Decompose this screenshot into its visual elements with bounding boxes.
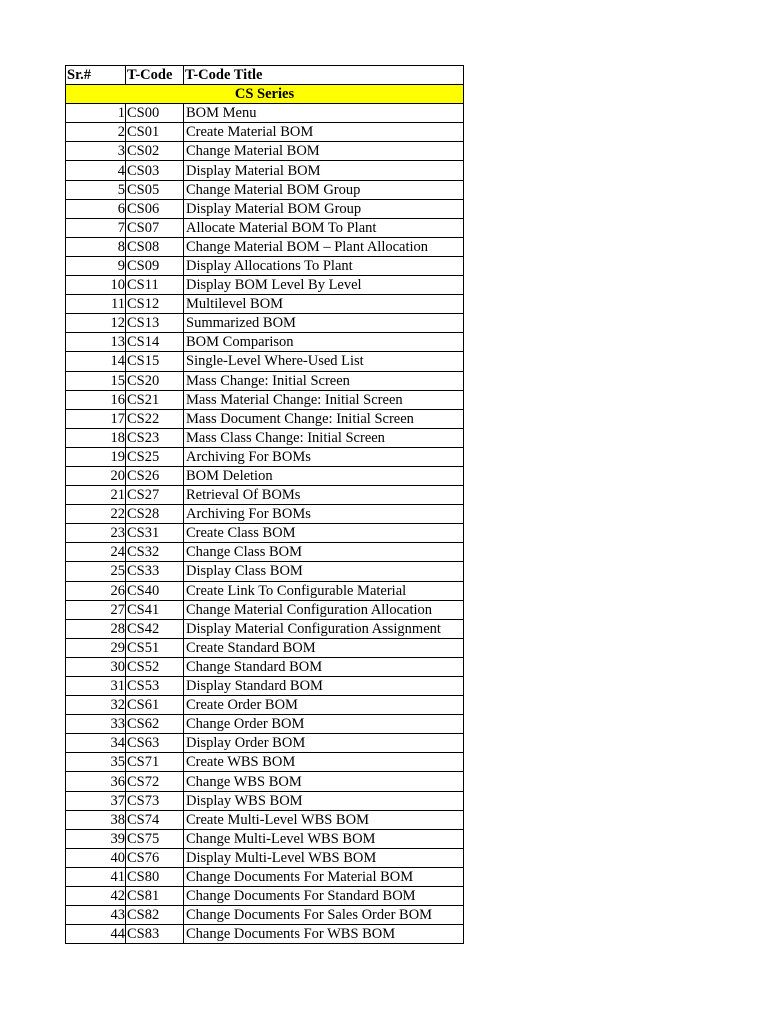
- row-tcode: CS03: [126, 161, 184, 180]
- row-tcode: CS08: [126, 237, 184, 256]
- table-row: [66, 772, 464, 791]
- table-row: [66, 600, 464, 619]
- row-tcode: CS25: [126, 447, 184, 466]
- table-row: [66, 142, 464, 161]
- row-sr-number: 5: [66, 180, 126, 199]
- row-tcode-title: Display Order BOM: [184, 734, 464, 753]
- row-sr-number: 26: [66, 581, 126, 600]
- row-sr-number: 15: [66, 371, 126, 390]
- row-sr-number: 32: [66, 696, 126, 715]
- row-tcode-title: Retrieval Of BOMs: [184, 486, 464, 505]
- row-tcode: CS40: [126, 581, 184, 600]
- row-tcode-title: Mass Change: Initial Screen: [184, 371, 464, 390]
- row-tcode: CS21: [126, 390, 184, 409]
- table-row: [66, 256, 464, 275]
- row-sr-number: 42: [66, 887, 126, 906]
- table-row: [66, 314, 464, 333]
- table-row: [66, 199, 464, 218]
- row-tcode-title: Mass Material Change: Initial Screen: [184, 390, 464, 409]
- row-tcode-title: Display Class BOM: [184, 562, 464, 581]
- row-tcode: CS75: [126, 829, 184, 848]
- row-tcode-title: Display Multi-Level WBS BOM: [184, 848, 464, 867]
- row-sr-number: 36: [66, 772, 126, 791]
- table-row: [66, 581, 464, 600]
- table-row: [66, 524, 464, 543]
- row-tcode: CS41: [126, 600, 184, 619]
- row-tcode-title: Create Order BOM: [184, 696, 464, 715]
- table-row: [66, 295, 464, 314]
- row-tcode: CS01: [126, 123, 184, 142]
- row-tcode-title: Archiving For BOMs: [184, 505, 464, 524]
- row-tcode-title: Display Material BOM: [184, 161, 464, 180]
- table-row: [66, 848, 464, 867]
- row-tcode: CS07: [126, 218, 184, 237]
- row-tcode-title: Display BOM Level By Level: [184, 276, 464, 295]
- row-sr-number: 38: [66, 810, 126, 829]
- header-tcode: T-Code: [126, 66, 184, 85]
- table-row: [66, 466, 464, 485]
- row-tcode: CS74: [126, 810, 184, 829]
- row-tcode-title: Summarized BOM: [184, 314, 464, 333]
- table-row: [66, 925, 464, 944]
- row-tcode-title: Display Allocations To Plant: [184, 256, 464, 275]
- row-tcode: CS71: [126, 753, 184, 772]
- row-tcode-title: Display Material BOM Group: [184, 199, 464, 218]
- row-tcode-title: Change Order BOM: [184, 715, 464, 734]
- row-tcode: CS23: [126, 428, 184, 447]
- row-tcode: CS32: [126, 543, 184, 562]
- row-tcode-title: Create Material BOM: [184, 123, 464, 142]
- table-row: [66, 543, 464, 562]
- table-row: [66, 352, 464, 371]
- row-tcode-title: Mass Class Change: Initial Screen: [184, 428, 464, 447]
- row-tcode: CS14: [126, 333, 184, 352]
- table-row: [66, 619, 464, 638]
- row-tcode-title: Change WBS BOM: [184, 772, 464, 791]
- row-tcode-title: Archiving For BOMs: [184, 447, 464, 466]
- section-row: [66, 85, 464, 104]
- row-tcode-title: Create Standard BOM: [184, 638, 464, 657]
- row-tcode-title: Change Multi-Level WBS BOM: [184, 829, 464, 848]
- table-row: [66, 887, 464, 906]
- row-tcode: CS52: [126, 657, 184, 676]
- table-row: [66, 638, 464, 657]
- table-row: [66, 810, 464, 829]
- row-sr-number: 23: [66, 524, 126, 543]
- row-tcode-title: Create Multi-Level WBS BOM: [184, 810, 464, 829]
- row-tcode-title: Change Material Configuration Allocation: [184, 600, 464, 619]
- row-tcode-title: Single-Level Where-Used List: [184, 352, 464, 371]
- row-tcode: CS05: [126, 180, 184, 199]
- row-sr-number: 41: [66, 867, 126, 886]
- row-sr-number: 13: [66, 333, 126, 352]
- table-row: [66, 657, 464, 676]
- table-row: [66, 829, 464, 848]
- table-row: [66, 409, 464, 428]
- row-sr-number: 18: [66, 428, 126, 447]
- row-sr-number: 30: [66, 657, 126, 676]
- row-tcode-title: Allocate Material BOM To Plant: [184, 218, 464, 237]
- row-tcode: CS31: [126, 524, 184, 543]
- row-sr-number: 28: [66, 619, 126, 638]
- row-tcode: CS81: [126, 887, 184, 906]
- row-sr-number: 14: [66, 352, 126, 371]
- row-tcode: CS73: [126, 791, 184, 810]
- row-sr-number: 17: [66, 409, 126, 428]
- row-tcode-title: Change Standard BOM: [184, 657, 464, 676]
- row-sr-number: 34: [66, 734, 126, 753]
- table-row: [66, 333, 464, 352]
- row-tcode: CS20: [126, 371, 184, 390]
- row-tcode: CS11: [126, 276, 184, 295]
- row-tcode-title: Change Documents For Material BOM: [184, 867, 464, 886]
- row-tcode-title: Create WBS BOM: [184, 753, 464, 772]
- row-tcode: CS33: [126, 562, 184, 581]
- table-row: [66, 753, 464, 772]
- row-sr-number: 9: [66, 256, 126, 275]
- row-tcode: CS26: [126, 466, 184, 485]
- table-row: [66, 696, 464, 715]
- tcode-table: [65, 65, 464, 944]
- row-sr-number: 20: [66, 466, 126, 485]
- row-tcode-title: Mass Document Change: Initial Screen: [184, 409, 464, 428]
- row-tcode: CS06: [126, 199, 184, 218]
- row-tcode-title: Change Material BOM – Plant Allocation: [184, 237, 464, 256]
- row-sr-number: 12: [66, 314, 126, 333]
- row-tcode: CS80: [126, 867, 184, 886]
- row-tcode-title: Change Documents For WBS BOM: [184, 925, 464, 944]
- row-sr-number: 29: [66, 638, 126, 657]
- row-tcode: CS27: [126, 486, 184, 505]
- row-tcode-title: Display Standard BOM: [184, 677, 464, 696]
- row-tcode: CS28: [126, 505, 184, 524]
- row-sr-number: 24: [66, 543, 126, 562]
- row-sr-number: 7: [66, 218, 126, 237]
- row-sr-number: 43: [66, 906, 126, 925]
- row-sr-number: 10: [66, 276, 126, 295]
- row-tcode: CS83: [126, 925, 184, 944]
- row-sr-number: 39: [66, 829, 126, 848]
- table-row: [66, 161, 464, 180]
- row-sr-number: 16: [66, 390, 126, 409]
- table-row: [66, 791, 464, 810]
- row-tcode: CS62: [126, 715, 184, 734]
- row-tcode-title: Create Link To Configurable Material: [184, 581, 464, 600]
- row-tcode: CS02: [126, 142, 184, 161]
- row-sr-number: 44: [66, 925, 126, 944]
- table-row: [66, 447, 464, 466]
- row-tcode: CS72: [126, 772, 184, 791]
- section-title: CS Series: [66, 85, 464, 104]
- row-sr-number: 40: [66, 848, 126, 867]
- row-sr-number: 11: [66, 295, 126, 314]
- row-sr-number: 37: [66, 791, 126, 810]
- table-row: [66, 237, 464, 256]
- table-row: [66, 371, 464, 390]
- row-tcode: CS61: [126, 696, 184, 715]
- row-tcode: CS22: [126, 409, 184, 428]
- row-sr-number: 33: [66, 715, 126, 734]
- row-sr-number: 3: [66, 142, 126, 161]
- row-tcode-title: BOM Comparison: [184, 333, 464, 352]
- table-row: [66, 906, 464, 925]
- header-row: [66, 66, 464, 85]
- row-sr-number: 1: [66, 104, 126, 123]
- row-tcode-title: Change Documents For Sales Order BOM: [184, 906, 464, 925]
- row-sr-number: 22: [66, 505, 126, 524]
- row-tcode-title: Create Class BOM: [184, 524, 464, 543]
- row-tcode: CS53: [126, 677, 184, 696]
- row-sr-number: 21: [66, 486, 126, 505]
- row-tcode-title: Change Class BOM: [184, 543, 464, 562]
- row-tcode-title: Display WBS BOM: [184, 791, 464, 810]
- table-row: [66, 677, 464, 696]
- row-tcode: CS00: [126, 104, 184, 123]
- row-tcode: CS76: [126, 848, 184, 867]
- table-row: [66, 505, 464, 524]
- row-sr-number: 2: [66, 123, 126, 142]
- row-tcode-title: BOM Menu: [184, 104, 464, 123]
- row-tcode-title: Multilevel BOM: [184, 295, 464, 314]
- row-tcode: CS13: [126, 314, 184, 333]
- row-sr-number: 19: [66, 447, 126, 466]
- row-tcode: CS51: [126, 638, 184, 657]
- row-sr-number: 35: [66, 753, 126, 772]
- row-tcode-title: BOM Deletion: [184, 466, 464, 485]
- table-row: [66, 180, 464, 199]
- row-sr-number: 6: [66, 199, 126, 218]
- row-tcode-title: Change Documents For Standard BOM: [184, 887, 464, 906]
- row-tcode: CS82: [126, 906, 184, 925]
- table-row: [66, 218, 464, 237]
- table-row: [66, 390, 464, 409]
- row-tcode-title: Change Material BOM: [184, 142, 464, 161]
- row-sr-number: 8: [66, 237, 126, 256]
- row-sr-number: 27: [66, 600, 126, 619]
- table-row: [66, 562, 464, 581]
- table-row: [66, 486, 464, 505]
- row-sr-number: 25: [66, 562, 126, 581]
- table-row: [66, 734, 464, 753]
- row-tcode-title: Change Material BOM Group: [184, 180, 464, 199]
- row-tcode: CS12: [126, 295, 184, 314]
- row-sr-number: 4: [66, 161, 126, 180]
- header-tcode-title: T-Code Title: [184, 66, 464, 85]
- table-row: [66, 104, 464, 123]
- row-tcode-title: Display Material Configuration Assignment: [184, 619, 464, 638]
- table-row: [66, 276, 464, 295]
- row-tcode: CS63: [126, 734, 184, 753]
- table-row: [66, 123, 464, 142]
- row-tcode: CS42: [126, 619, 184, 638]
- header-sr: Sr.#: [66, 66, 126, 85]
- row-tcode: CS15: [126, 352, 184, 371]
- row-tcode: CS09: [126, 256, 184, 275]
- row-sr-number: 31: [66, 677, 126, 696]
- table-row: [66, 428, 464, 447]
- table-row: [66, 867, 464, 886]
- table-row: [66, 715, 464, 734]
